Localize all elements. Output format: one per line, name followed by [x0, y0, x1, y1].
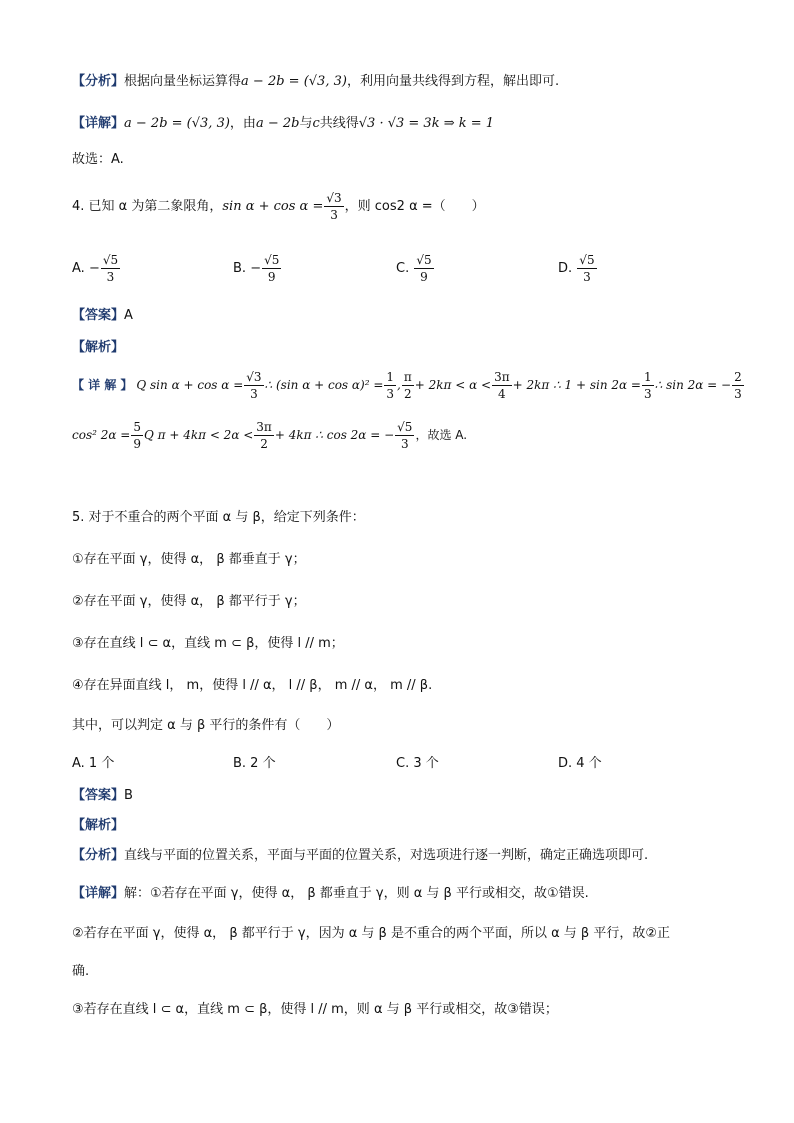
answer-line: [72, 786, 133, 806]
question-4-stem: [72, 190, 485, 224]
fraction: $\frac{√5}{9}$: [264, 253, 280, 284]
detail-tag: 【 详 解 】: [72, 378, 133, 392]
detail-text: 与: [299, 116, 313, 131]
answer-tag: 【答案】: [72, 308, 125, 323]
condition-1: ①存在平面 γ，使得 α， β 都垂直于 γ；: [72, 552, 306, 567]
fraction: $\frac{√5}{3}$: [579, 253, 595, 284]
xiangjie-line: 【详解】解：①若存在平面 γ，使得 α， β 都垂直于 γ，则 α 与 β 平行或相交，故①错误.: [72, 886, 589, 901]
option-c[interactable]: C. $\frac{√5}{9}$: [396, 253, 432, 284]
fraction: $\frac{1}{3}$: [386, 370, 395, 401]
fraction: $\frac{3\pi}{4}$: [494, 370, 510, 401]
fraction: $\frac{√5}{9}$: [416, 253, 432, 284]
analysis-heading: 【解析】: [72, 818, 125, 833]
detail-text: 共线得: [319, 116, 359, 131]
option-a[interactable]: A. 1 个: [72, 756, 115, 771]
analysis-text-end: ，利用向量共线得到方程，解出即可.: [346, 74, 560, 89]
condition-2: ②存在平面 γ，使得 α， β 都平行于 γ；: [72, 594, 306, 609]
detail-tag: 【详解】: [72, 116, 125, 131]
option-d[interactable]: D. 4 个: [558, 756, 602, 771]
detail-line-1: 【 详 解 】 Q sin α + cos α = $\frac{√3}{3}$ ∴ (sin α + cos α)² = $\frac{1}{3}$ , $\frac{\pi}{2}$ + 2kπ < α < $\frac{3\pi}{4}$ + 2kπ ∴ 1 + sin 2α = $\frac{1}{3}$ ∴ sin 2α = − $\frac{2}{3}$: [72, 370, 742, 401]
detail-line-2: cos² 2α = $\frac{5}{9}$ Q π + 4kπ < 2α < $\frac{3\pi}{2}$ + 4kπ ∴ cos 2α = − $\frac{√5}{3}$ ，故选 A.: [72, 420, 468, 451]
option-d[interactable]: D. $\frac{√5}{3}$: [558, 253, 595, 284]
vector-expression: a − 2b = (√3, 3): [124, 116, 230, 131]
answer-value: A: [124, 308, 133, 323]
proof-item-2-cont: 确.: [72, 964, 90, 979]
analysis-text: 根据向量坐标运算得: [124, 74, 242, 89]
analysis-line: [72, 72, 559, 92]
answer-value: B: [124, 788, 133, 803]
fraction: $\frac{3\pi}{2}$: [256, 420, 272, 451]
option-c[interactable]: C. 3 个: [396, 756, 439, 771]
condition-4: ④存在异面直线 l， m，使得 l // α， l // β， m // α， m // β.: [72, 678, 433, 693]
fraction: $\frac{√5}{3}$: [102, 253, 119, 284]
answer-tag: 【答案】: [72, 788, 125, 803]
fraction: $\frac{5}{9}$: [133, 420, 141, 451]
analysis-heading: 【解析】: [72, 340, 125, 355]
question-4-equation: sin α + cos α =: [222, 199, 324, 214]
fraction: $\frac{1}{3}$: [643, 370, 652, 401]
option-a[interactable]: A. − $\frac{√5}{3}$: [72, 253, 119, 284]
proof-item-3: ③若存在直线 l ⊂ α，直线 m ⊂ β，使得 l // m，则 α 与 β 平行或相交，故③错误；: [72, 1002, 558, 1017]
analysis-tag: 【分析】: [72, 74, 125, 89]
question-4-text-end: ，则 cos2 α =（ ）: [344, 199, 485, 214]
fraction: $\frac{√3}{3}$: [326, 191, 342, 222]
fraction: $\frac{2}{3}$: [734, 370, 742, 401]
fraction: $\frac{\pi}{2}$: [403, 370, 412, 401]
question-4-text: 4. 已知 α 为第二象限角，: [72, 199, 223, 214]
conclusion-line: 故选：A.: [72, 152, 124, 167]
fraction: $\frac{√3}{3}$: [246, 370, 262, 401]
vector-expression: a − 2b = (√3, 3): [241, 74, 347, 89]
option-b[interactable]: B. − $\frac{√5}{9}$: [233, 253, 280, 284]
option-b[interactable]: B. 2 个: [233, 756, 276, 771]
fraction: $\frac{√5}{3}$: [397, 420, 413, 451]
detail-line: [72, 114, 494, 134]
question-5-ask: 其中，可以判定 α 与 β 平行的条件有（ ）: [72, 718, 340, 733]
question-5-stem: 5. 对于不重合的两个平面 α 与 β，给定下列条件：: [72, 510, 365, 525]
fenxi-line: 【分析】直线与平面的位置关系，平面与平面的位置关系，对选项进行逐一判断，确定正确选项即可.: [72, 848, 649, 863]
proof-item-2: ②若存在平面 γ，使得 α， β 都平行于 γ，因为 α 与 β 是不重合的两个平面，所以 α 与 β 平行，故②正: [72, 926, 671, 941]
vector-expression: a − 2b: [255, 116, 300, 131]
collinear-equation: √3 · √3 = 3k ⇒ k = 1: [358, 116, 495, 131]
answer-line: [72, 306, 133, 326]
vector-c: c: [312, 116, 320, 131]
condition-3: ③存在直线 l ⊂ α，直线 m ⊂ β，使得 l // m；: [72, 636, 344, 651]
detail-text: ，由: [229, 116, 256, 131]
